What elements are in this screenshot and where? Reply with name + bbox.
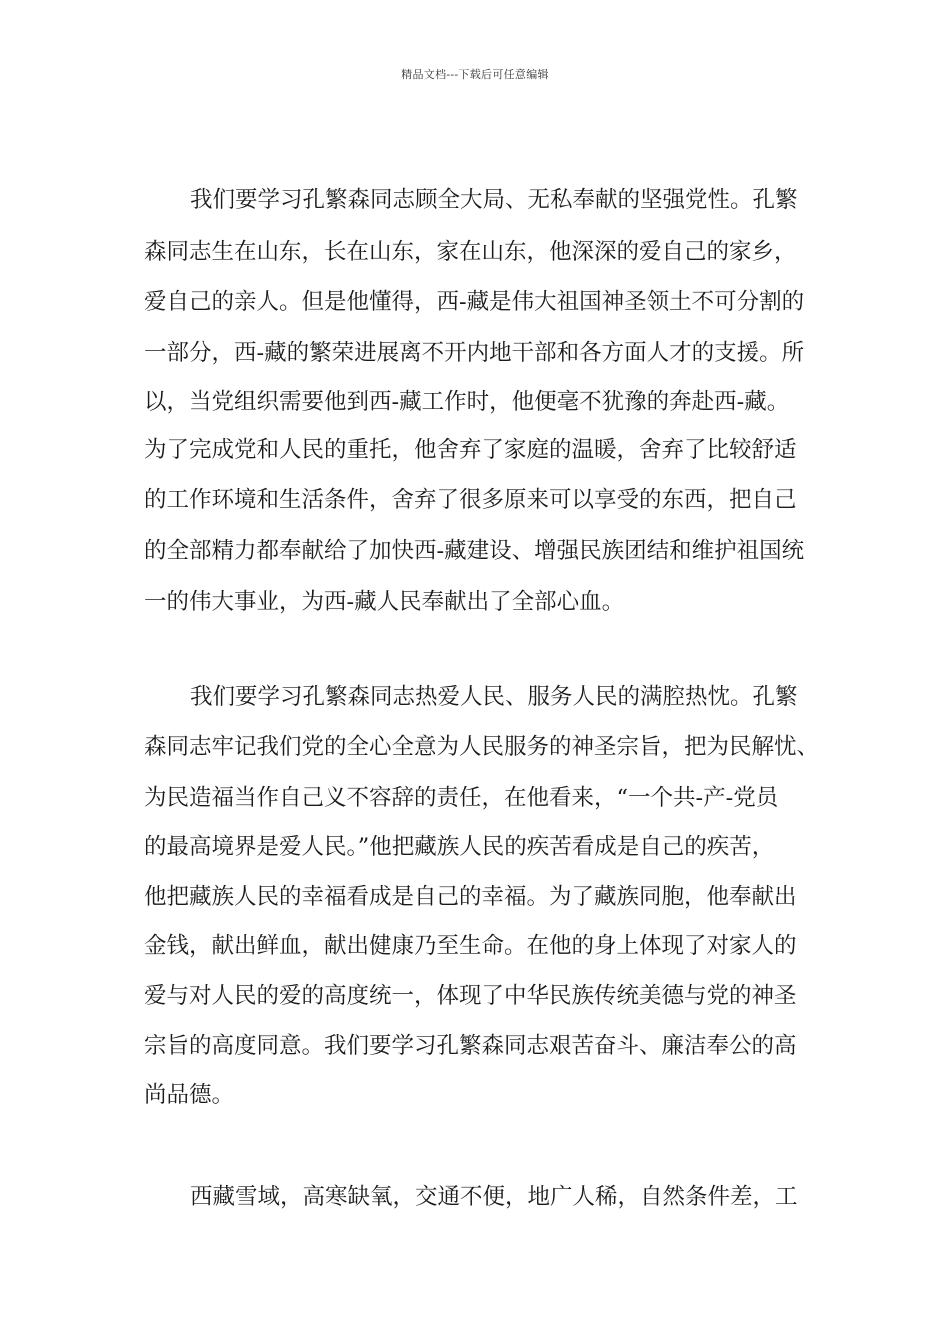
paragraph-line: 为了完成党和人民的重托，他舍弃了家庭的温暖，舍弃了比较舒适 [144, 437, 797, 463]
page-header: 精品文档---下载后可任意编辑 [401, 68, 549, 81]
paragraph-line: 森同志生在山东，长在山东，家在山东，他深深的爱自己的家乡， [144, 239, 797, 265]
paragraph-line: 一的伟大事业，为西-藏人民奉献出了全部心血。 [144, 589, 625, 615]
paragraph-line: 爱自己的亲人。但是他懂得，西-藏是伟大祖国神圣领土不可分割的 [144, 289, 805, 315]
paragraph-line: 我们要学习孔繁森同志热爱人民、服务人民的满腔热忱。孔繁 [190, 684, 798, 710]
paragraph-line: 尚品德。 [144, 1082, 235, 1108]
paragraph-line: 森同志牢记我们党的全心全意为人民服务的神圣宗旨，把为民解忧、 [144, 734, 820, 760]
paragraph-line: 一部分，西-藏的繁荣进展离不开内地干部和各方面人才的支援。所 [144, 340, 805, 366]
paragraph-line: 宗旨的高度同意。我们要学习孔繁森同志艰苦奋斗、廉洁奉公的高 [144, 1033, 797, 1059]
paragraph-line: 以，当党组织需要他到西-藏工作时，他便毫不犹豫的奔赴西-藏。 [144, 389, 790, 415]
paragraph-line: 金钱，献出鲜血，献出健康乃至生命。在他的身上体现了对家人的 [144, 933, 797, 959]
paragraph-line: 爱与对人民的爱的高度统一，体现了中华民族传统美德与党的神圣 [144, 983, 797, 1009]
paragraph-line: 的全部精力都奉献给了加快西-藏建设、增强民族团结和维护祖国统 [144, 538, 805, 564]
paragraph-line: 的工作环境和生活条件，舍弃了很多原来可以享受的东西，把自己 [144, 487, 797, 513]
paragraph-line: 的最高境界是爱人民。”他把藏族人民的疾苦看成是自己的疾苦， [144, 834, 775, 860]
paragraph-line: 我们要学习孔繁森同志顾全大局、无私奉献的坚强党性。孔繁 [190, 187, 798, 213]
paragraph-line: 为民造福当作自己义不容辞的责任，在他看来，“一个共-产-党员 [144, 785, 779, 811]
paragraph-line: 西藏雪域，高寒缺氧，交通不便，地广人稀，自然条件差，工 [190, 1184, 798, 1210]
paragraph-line: 他把藏族人民的幸福看成是自己的幸福。为了藏族同胞，他奉献出 [144, 884, 797, 910]
